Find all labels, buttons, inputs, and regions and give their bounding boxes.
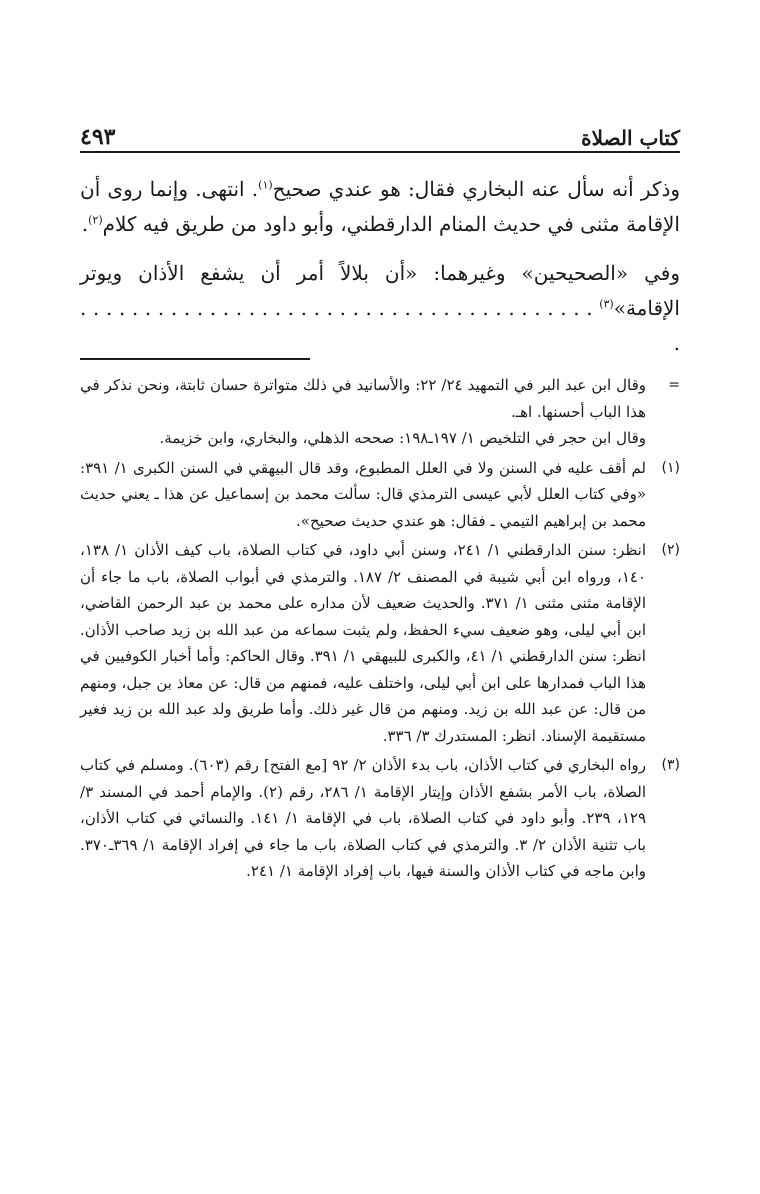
main-paragraph-1	[80, 172, 680, 242]
footnote-mark: (٣)	[661, 757, 680, 773]
main-paragraph-2	[80, 256, 680, 361]
footnote-continued	[80, 372, 680, 452]
footnote-mark: =	[668, 377, 680, 393]
running-title: كتاب الصلاة	[581, 126, 680, 150]
footnote-line: انظر: سنن الدارقطني ١/ ٢٤١، وسنن أبي داود، في كتاب الصلاة، باب كيف الأذان ١/ ١٣٨، ١٤٠، ورواه ابن أبي شيبة في المصنف ٢/ ١٨٧. والترمذي في أبواب الصلاة، باب ما جاء أن الإقامة مثنى مثنى ١/ ٣٧١. والحديث ضعيف لأن مداره على محمد بن عبد الرحمن القاضي، ابن أبي ليلى، وهو ضعيف سيء الحفظ، ولم يثبت سماعه من عبد الله بن زيد صاحب الأذان. انظر: سنن الدارقطني ١/ ٤١، والكبرى للبيهقي ١/ ٣٩١. وقال الحاكم: وأما أخبار الكوفيين في هذا الباب فمدارها على ابن أبي ليلى، واختلف عليه، فمنهم من قال: عن معاذ بن جبل، ومنهم من قال: عن عبد الله بن زيد. ومنهم من قال غير ذلك. وأما طريق ولد عبد الله بن زيد فغير مستقيمة الإسناد. انظر: المستدرك ٣/ ٣٣٦.	[80, 541, 647, 745]
footnote-ref-3[interactable]: (٣)	[599, 297, 614, 311]
page-header	[80, 118, 680, 150]
header-rule	[80, 151, 680, 153]
footnotes	[80, 372, 680, 888]
footnote-body	[80, 752, 646, 885]
paragraph-text: وفي «الصحيحين» وغيرهما: «أن بلالاً أمر أن يشفع الأذان ويوتر الإقامة»	[80, 261, 680, 320]
footnote-1	[80, 455, 680, 535]
footnote-separator	[80, 358, 310, 360]
footnote-body	[80, 372, 646, 452]
main-text	[80, 172, 680, 361]
footnote-ref-1[interactable]: (١)	[258, 178, 273, 192]
footnote-2	[80, 537, 680, 749]
footnote-line: لم أقف عليه في السنن ولا في العلل المطبوع، وقد قال البيهقي في السنن الكبرى ١/ ٣٩١: «وفي كتاب العلل لأبي عيسى الترمذي قال: سألت محمد بن إسماعيل عن هذا ـ يعني حديث محمد بن إبراهيم التيمي ـ فقال: هو عندي حديث صحيح».	[80, 458, 646, 530]
footnote-body	[80, 455, 646, 535]
page-number: ٤٩٣	[80, 124, 116, 150]
footnote-line: رواه البخاري في كتاب الأذان، باب بدء الأذان ٢/ ٩٢ [مع الفتح] رقم (٦٠٣). ومسلم في كتاب الصلاة، باب الأمر بشفع الأذان وإيتار الإقامة ١/ ٢٨٦، رقم (٢). والإمام أحمد في المسند ٣/ ١٢٩، ٢٣٩. وأبو داود في كتاب الصلاة، باب في الإقامة ١/ ١٤١. والنسائي في كتاب الأذان، باب تثنية الأذان ٢/ ٣. والترمذي في كتاب الصلاة، باب ما جاء في إفراد الإقامة ١/ ٣٦٩ـ٣٧٠. وابن ماجه في كتاب الأذان والسنة فيها، باب إفراد الإقامة ١/ ٢٤١.	[80, 756, 647, 880]
paragraph-text: . انتهى. وإنما روى أن الإقامة مثنى في حديث المنام الدارقطني، وأبو داود من طريق فيه كلام	[80, 177, 680, 236]
paragraph-text: وذكر أنه سأل عنه البخاري فقال: هو عندي صحيح	[272, 177, 681, 201]
footnote-3	[80, 752, 680, 885]
footnote-line: وقال ابن عبد البر في التمهيد ٢٤/ ٢٢: والأسانيد في ذلك متواترة حسان ثابتة، ونحن نذكر في هذا الباب أحسنها. اهـ.	[80, 376, 646, 421]
footnote-ref-2[interactable]: (٢)	[88, 213, 103, 227]
paragraph-text: .	[81, 212, 89, 236]
footnote-mark: (٢)	[661, 542, 680, 558]
footnote-line: وقال ابن حجر في التلخيص ١/ ١٩٧ـ١٩٨: صححه الذهلي، والبخاري، وابن خزيمة.	[159, 429, 646, 447]
footnote-mark: (١)	[661, 459, 680, 476]
footnote-body	[80, 537, 646, 749]
